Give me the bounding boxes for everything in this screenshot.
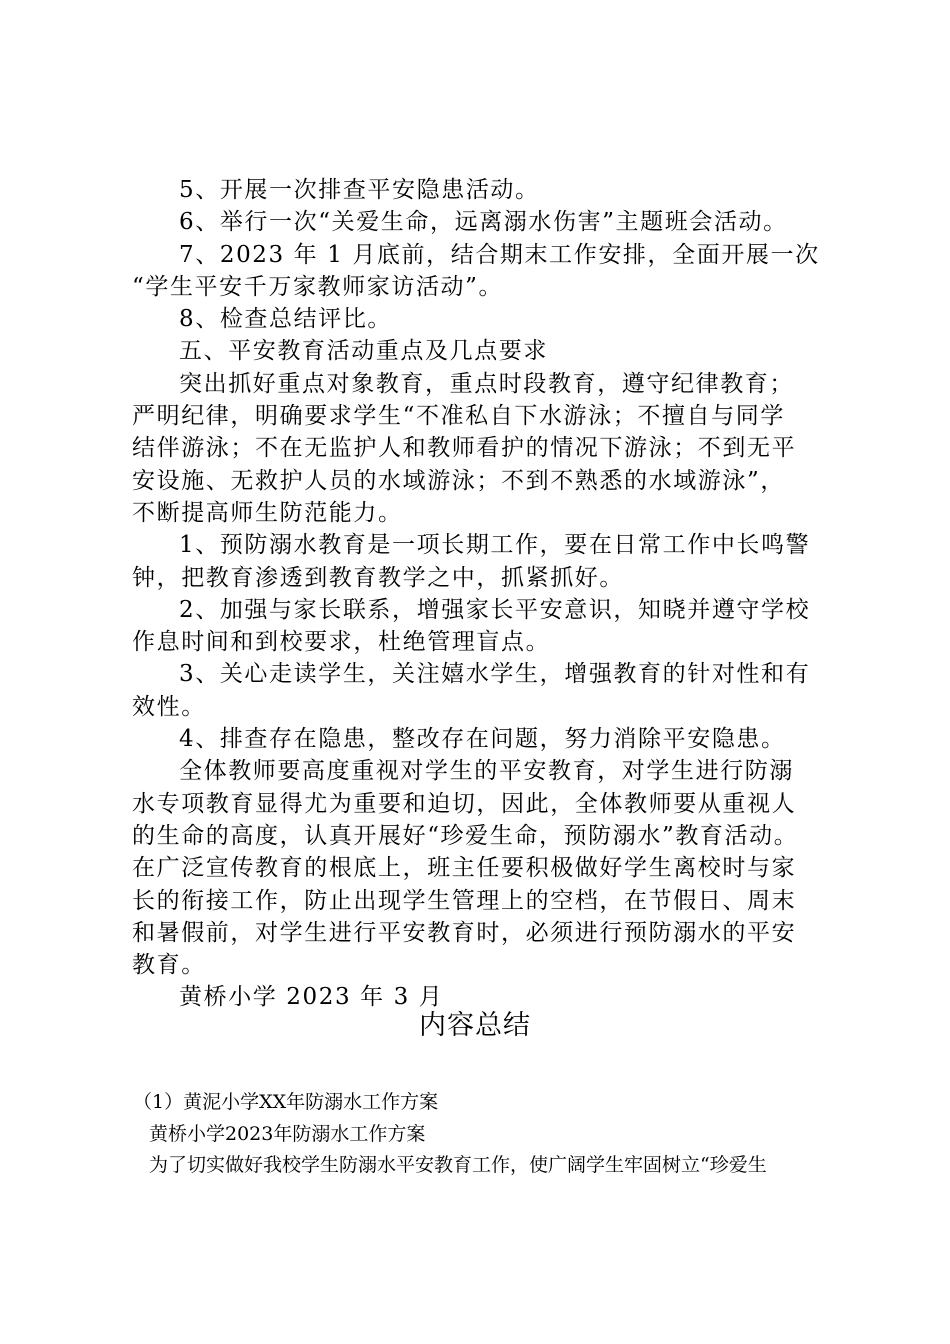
requirement-2-line-2: 作息时间和到校要求，杜绝管理盲点。 (132, 629, 551, 656)
item-7: 7、2023 年 1 月底前，结合期末工作安排，全面开展一次 (179, 241, 820, 268)
closing-paragraph-line-4: 在广泛宣传教育的根底上，班主任要积极做好学生离校时与家 (132, 855, 797, 882)
item-8: 8、检查总结评比。 (179, 306, 393, 333)
paragraph-focus-line-2: 严明纪律，明确要求学生“不准私自下水游泳；不擅自与同学 (132, 403, 785, 430)
closing-paragraph-line-3: 的生命的高度，认真开展好“珍爱生命，预防溺水”教育活动。 (132, 822, 799, 849)
requirement-4: 4、排查存在隐患，整改存在问题，努力消除平安隐患。 (179, 726, 786, 753)
closing-paragraph-line-5: 长的衔接工作，防止出现学生管理上的空档，在节假日、周末 (132, 887, 797, 914)
closing-paragraph-line-7: 教育。 (132, 952, 206, 979)
requirement-1-line-2: 钟，把教育渗透到教育教学之中，抓紧抓好。 (132, 564, 624, 591)
signature-date: 黄桥小学 2023 年 3 月 (179, 984, 444, 1011)
item-6: 6、举行一次“关爱生命，远离溺水伤害”主题班会活动。 (179, 209, 788, 236)
closing-paragraph-line-1: 全体教师要高度重视对学生的平安教育，对学生进行防溺 (179, 758, 794, 785)
paragraph-focus-line-4: 安设施、无救护人员的水域游泳；不到不熟悉的水域游泳”， (132, 467, 785, 494)
requirement-2-line-1: 2、加强与家长联系，增强家长平安意识，知晓并遵守学校 (179, 596, 811, 623)
section-heading-5: 五、平安教育活动重点及几点要求 (179, 338, 548, 365)
item-7-continued: “学生平安千万家教师家访活动”。 (132, 273, 504, 300)
summary-line-3: 为了切实做好我校学生防溺水平安教育工作，使广阔学生牢固树立“珍爱生 (149, 1154, 767, 1176)
requirement-3-line-1: 3、关心走读学生，关注嬉水学生，增强教育的针对性和有 (179, 661, 811, 688)
closing-paragraph-line-2: 水专项教育显得尤为重要和迫切，因此，全体教师要从重视人 (132, 790, 797, 817)
summary-body (133, 1087, 853, 1182)
summary-title: 内容总结 (419, 1010, 531, 1041)
closing-paragraph-line-6: 和暑假前，对学生进行平安教育时，必须进行预防溺水的平安 (132, 919, 797, 946)
paragraph-focus-line-5: 不断提高师生防范能力。 (132, 499, 403, 526)
summary-line-2: 黄桥小学2023年防溺水工作方案 (149, 1122, 426, 1145)
paragraph-focus-line-3: 结伴游泳；不在无监护人和教师看护的情况下游泳；不到无平 (132, 435, 797, 462)
document-body (132, 174, 832, 1014)
requirement-3-line-2: 效性。 (132, 693, 206, 720)
requirement-1-line-1: 1、预防溺水教育是一项长期工作，要在日常工作中长鸣警 (179, 532, 811, 559)
item-5: 5、开展一次排查平安隐患活动。 (179, 177, 540, 203)
summary-line-1: （1）黄泥小学XX年防溺水工作方案 (133, 1091, 439, 1113)
paragraph-focus-line-1: 突出抓好重点对象教育，重点时段教育，遵守纪律教育； (179, 370, 794, 397)
